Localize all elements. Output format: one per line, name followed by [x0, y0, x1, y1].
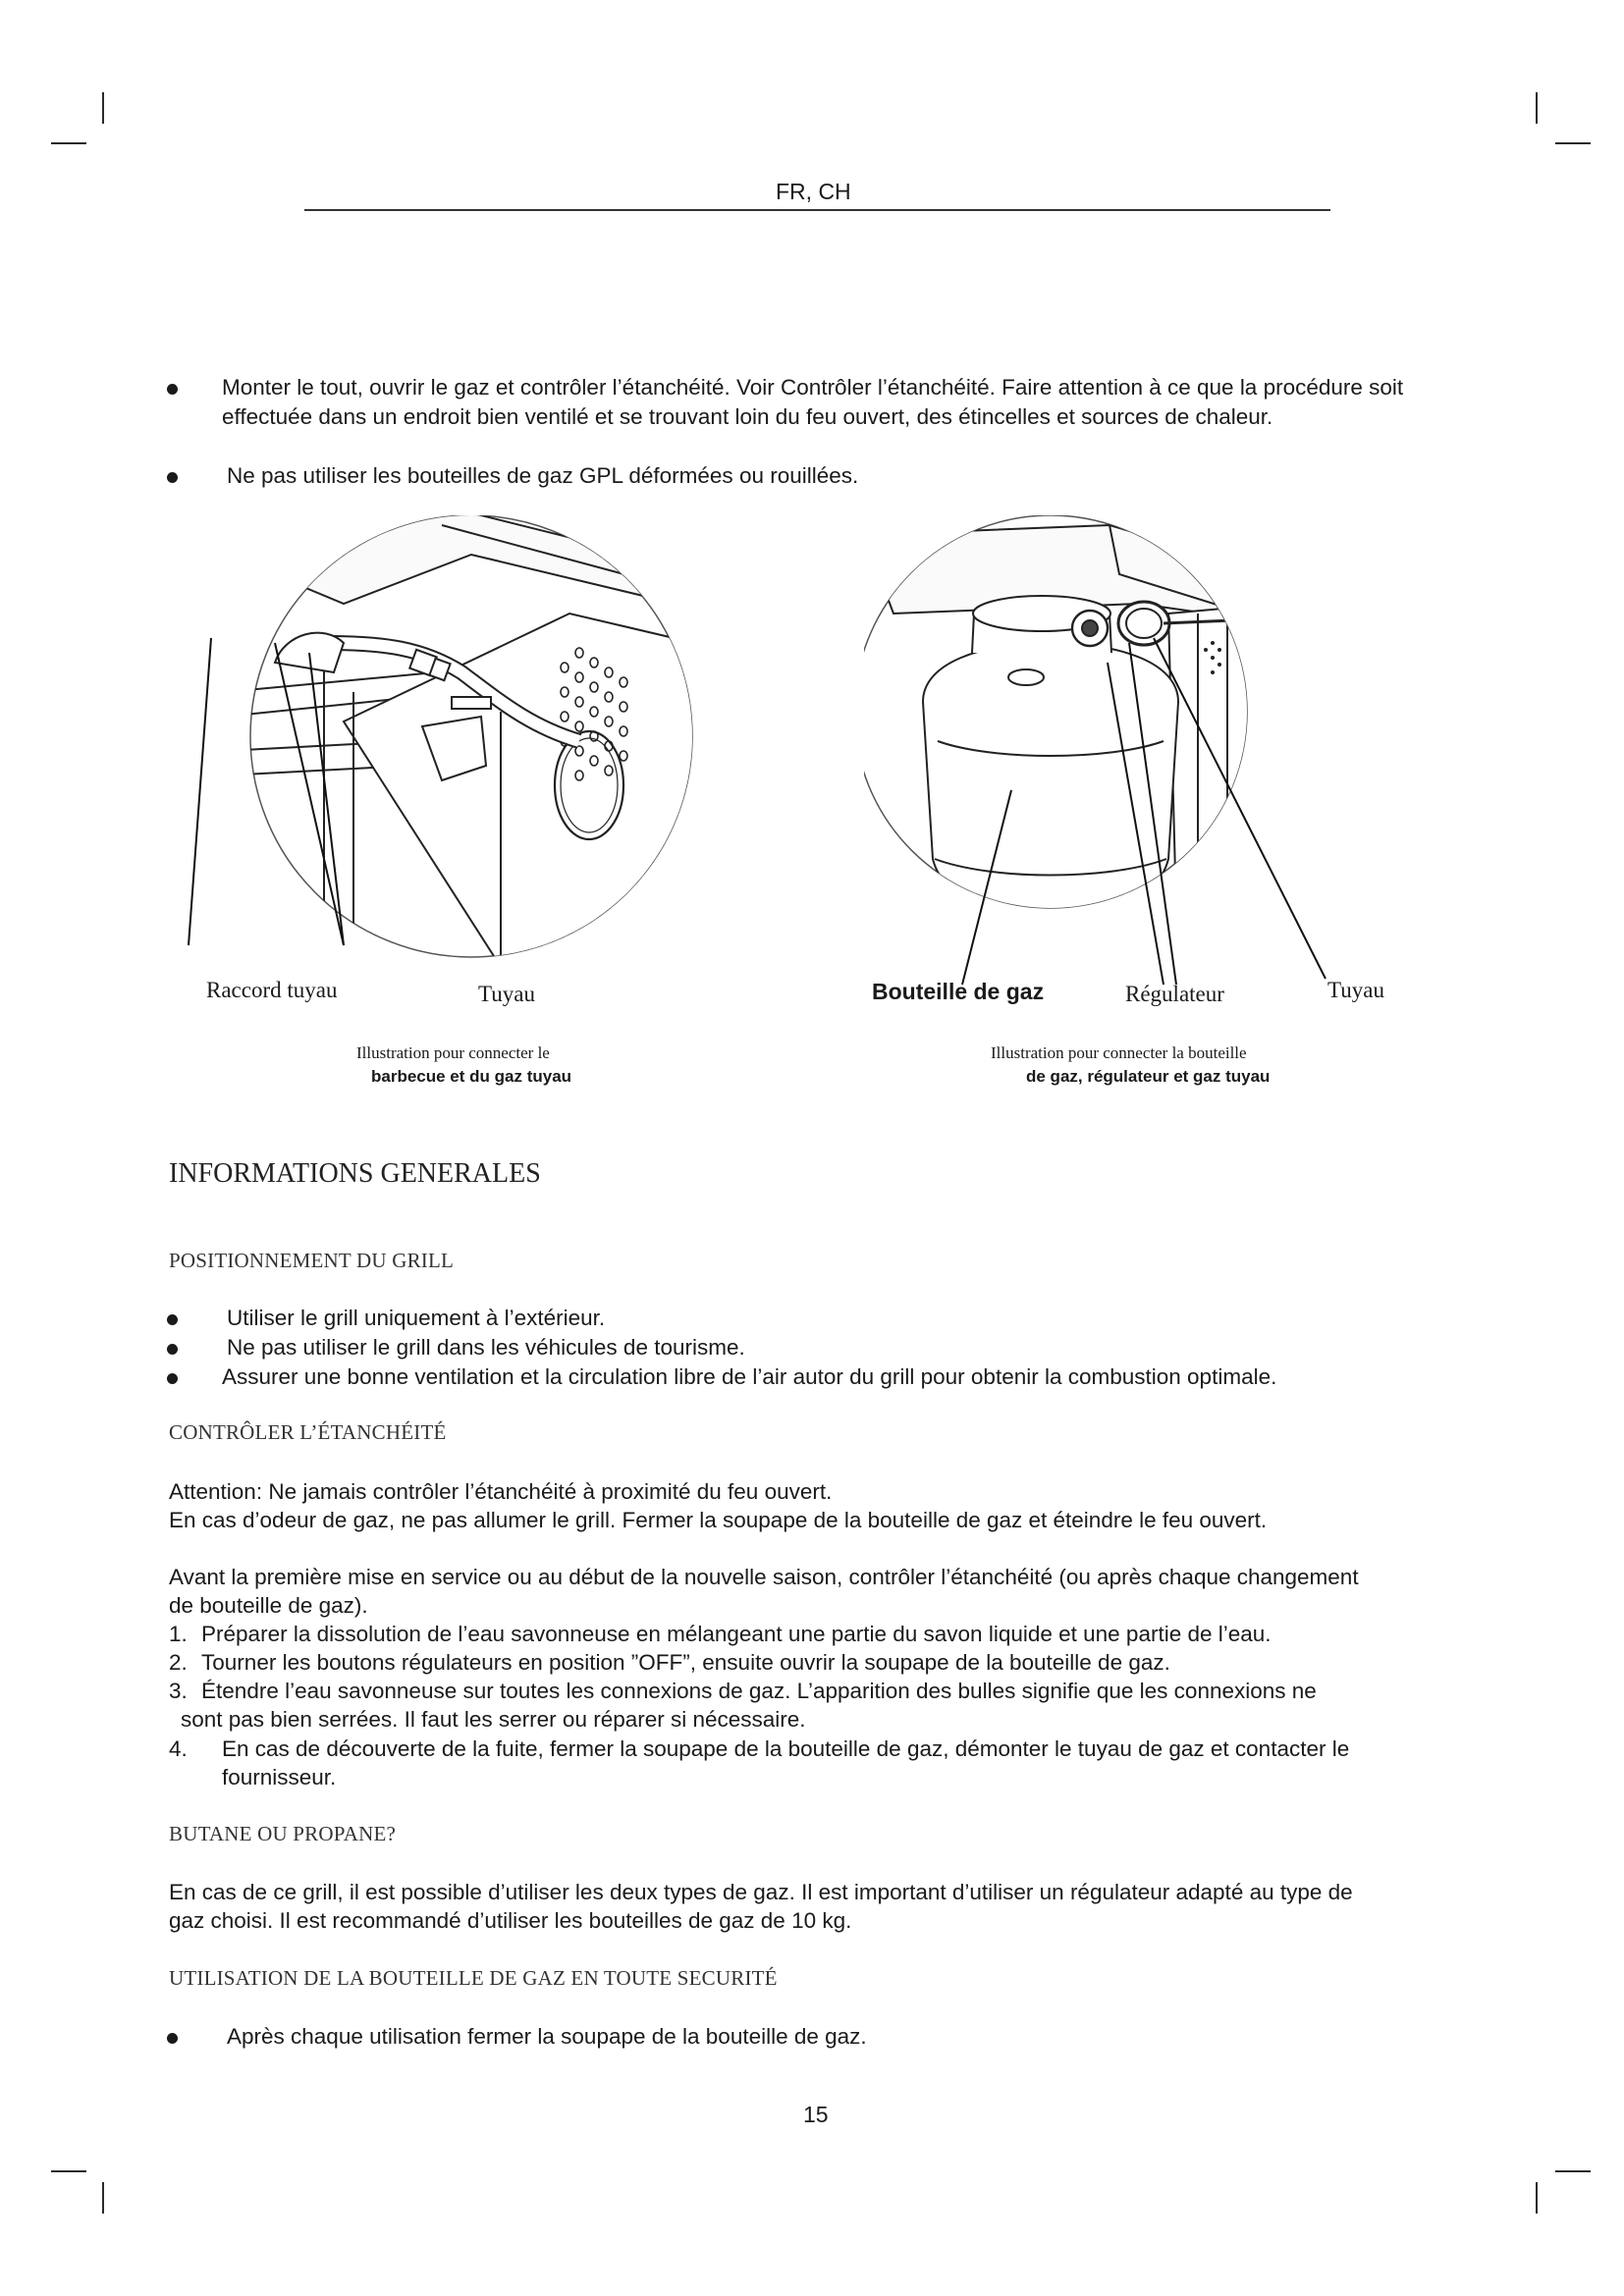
- intro-bullet-2-text: Ne pas utiliser les bouteilles de gaz GPL déformées ou rouillées.: [227, 463, 859, 488]
- section-title: INFORMATIONS GENERALES: [169, 1158, 541, 1189]
- leak-step-3-num: 3.: [169, 1679, 188, 1703]
- positioning-heading: POSITIONNEMENT DU GRILL: [169, 1249, 455, 1272]
- header-rule: [304, 209, 1330, 211]
- crop-mark-bottom-right-h: [1555, 2170, 1591, 2172]
- page-number: 15: [803, 2102, 829, 2127]
- figure2-label-hose: Tuyau: [1327, 978, 1384, 1002]
- bullet-dot: [167, 2033, 178, 2044]
- crop-mark-bottom-right-v: [1536, 2182, 1538, 2214]
- leak-step-3-text: Étendre l’eau savonneuse sur toutes les connexions de gaz. L’apparition des bulles signifie que les connexions ne: [201, 1679, 1317, 1703]
- positioning-bullet-3: [167, 1362, 1483, 1392]
- positioning-bullet-1: [167, 1304, 1483, 1333]
- leak-check-smell: En cas d’odeur de gaz, ne pas allumer le grill. Fermer la soupape de la bouteille de gaz et éteindre le feu ouvert.: [169, 1508, 1268, 1532]
- positioning-bullet-2: [167, 1333, 1483, 1362]
- leak-check-before-line2: de bouteille de gaz).: [169, 1593, 368, 1618]
- butane-heading: BUTANE OU PROPANE?: [169, 1822, 396, 1845]
- figure2-label-regulator: Régulateur: [1125, 982, 1224, 1006]
- intro-bullet-1-text: Monter le tout, ouvrir le gaz et contrôler l’étanchéité. Voir Contrôler l’étanchéité. Faire attention à ce que la procédure soit effectuée dans un endroit bien ventilé et se trouvant loin du feu ouvert, des étincelles et sources de chaleur.: [222, 375, 1404, 429]
- leak-step-2-text: Tourner les boutons régulateurs en position ”OFF”, ensuite ouvrir la soupape de la bouteille de gaz.: [201, 1650, 1170, 1675]
- figure1-caption-line2: barbecue et du gaz tuyau: [371, 1067, 572, 1086]
- bullet-dot: [167, 1344, 178, 1355]
- intro-bullet-2: [167, 461, 1483, 491]
- leak-check-attention: Attention: Ne jamais contrôler l’étanchéité à proximité du feu ouvert.: [169, 1479, 833, 1504]
- crop-mark-top-left-v: [102, 92, 104, 124]
- positioning-bullet-3-text: Assurer une bonne ventilation et la circulation libre de l’air autor du grill pour obtenir la combustion optimale.: [222, 1364, 1277, 1389]
- leak-step-4-cont: fournisseur.: [222, 1765, 337, 1789]
- leak-step-3: [169, 1677, 1485, 1706]
- safe-use-heading: UTILISATION DE LA BOUTEILLE DE GAZ EN TOUTE SECURITÉ: [169, 1966, 778, 1990]
- bullet-dot: [167, 1314, 178, 1325]
- crop-mark-bottom-left-h: [51, 2170, 86, 2172]
- positioning-bullet-2-text: Ne pas utiliser le grill dans les véhicules de tourisme.: [227, 1335, 745, 1360]
- crop-mark-bottom-left-v: [102, 2182, 104, 2214]
- bullet-dot: [167, 384, 178, 395]
- leak-step-2: [169, 1648, 1485, 1678]
- leak-step-2-num: 2.: [169, 1650, 188, 1675]
- crop-mark-top-left-h: [51, 142, 86, 144]
- figure1-label-coupling: Raccord tuyau: [206, 978, 338, 1002]
- leak-step-3-cont: sont pas bien serrées. Il faut les serrer ou réparer si nécessaire.: [181, 1707, 806, 1732]
- butane-line2: gaz choisi. Il est recommandé d’utiliser les bouteilles de gaz de 10 kg.: [169, 1908, 852, 1933]
- figure-hose-connection: [147, 515, 736, 1026]
- intro-bullet-1: [167, 373, 1483, 461]
- figure-bottle-connection: [864, 515, 1414, 1006]
- figure2-caption-line1: Illustration pour connecter la bouteille: [991, 1043, 1247, 1062]
- bullet-dot: [167, 1373, 178, 1384]
- crop-mark-top-right-v: [1536, 92, 1538, 124]
- butane-line1: En cas de ce grill, il est possible d’utiliser les deux types de gaz. Il est important d’utiliser un régulateur adapté au type de: [169, 1880, 1353, 1904]
- leak-check-before-line1: Avant la première mise en service ou au début de la nouvelle saison, contrôler l’étanchéité (ou après chaque changement: [169, 1565, 1359, 1589]
- figure1-caption-line1: Illustration pour connecter le: [356, 1043, 550, 1062]
- leak-step-1: [169, 1620, 1485, 1649]
- safe-use-bullet-1: [167, 2022, 1483, 2052]
- figure1-label-hose: Tuyau: [478, 982, 535, 1006]
- positioning-bullet-1-text: Utiliser le grill uniquement à l’extérieur.: [227, 1306, 606, 1330]
- safe-use-bullet-1-text: Après chaque utilisation fermer la soupape de la bouteille de gaz.: [227, 2024, 867, 2049]
- crop-mark-top-right-h: [1555, 142, 1591, 144]
- bullet-dot: [167, 472, 178, 483]
- leak-step-4-text: En cas de découverte de la fuite, fermer la soupape de la bouteille de gaz, démonter le tuyau de gaz et contacter le: [222, 1736, 1350, 1761]
- figure2-caption-line2: de gaz, régulateur et gaz tuyau: [1026, 1067, 1271, 1086]
- figure2-label-bottle: Bouteille de gaz: [872, 979, 1045, 1004]
- leak-step-1-num: 1.: [169, 1622, 188, 1646]
- header-lang: FR, CH: [776, 179, 851, 204]
- leak-step-1-text: Préparer la dissolution de l’eau savonneuse en mélangeant une partie du savon liquide et une partie de l’eau.: [201, 1622, 1272, 1646]
- leak-step-4-num: 4.: [169, 1736, 188, 1761]
- leak-check-heading: CONTRÔLER L’ÉTANCHÉITÉ: [169, 1420, 447, 1444]
